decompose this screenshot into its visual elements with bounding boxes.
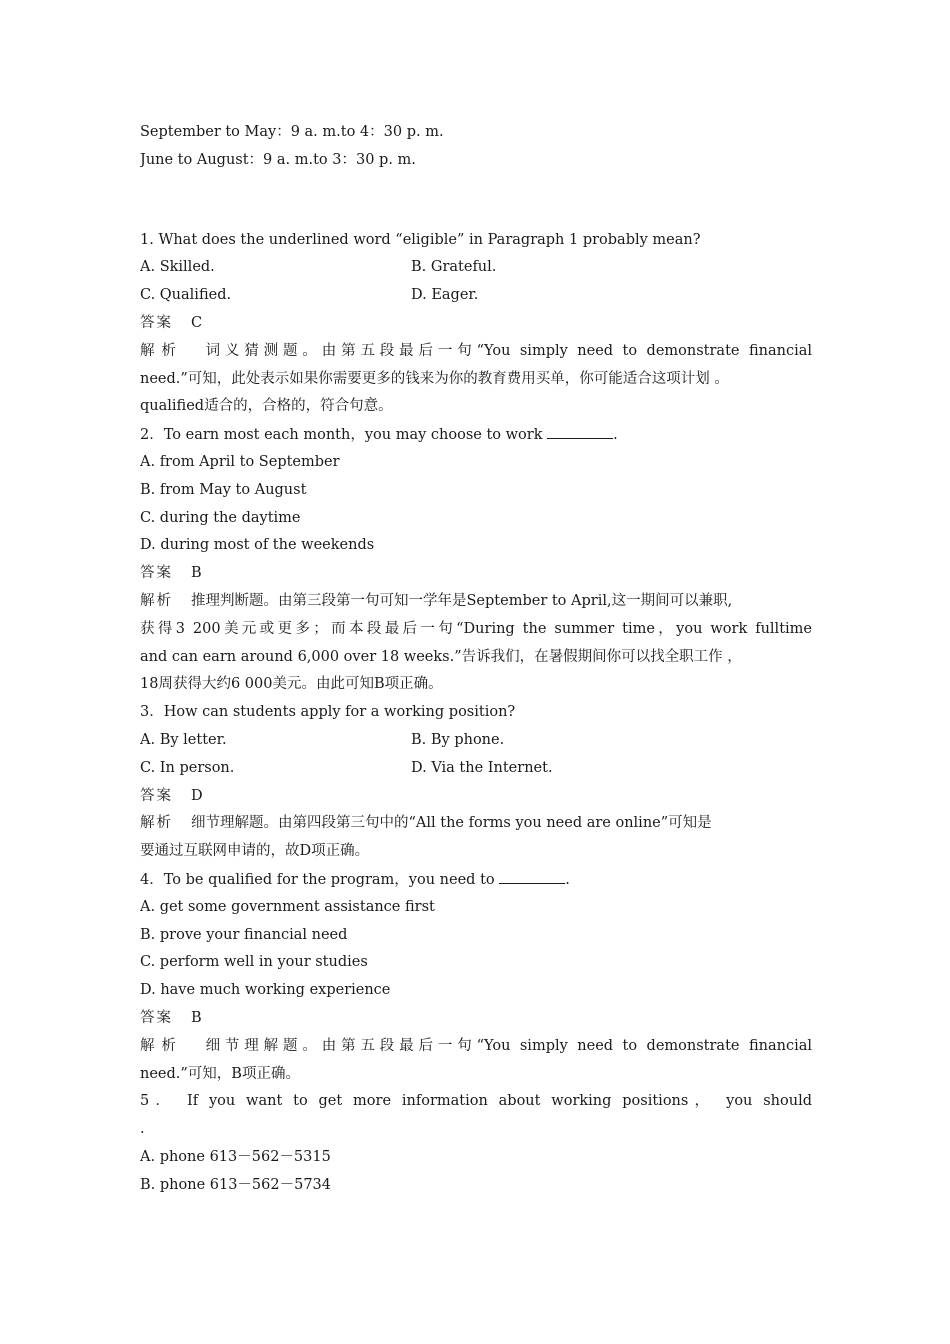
- analysis-line: [140, 588, 812, 616]
- analysis-text: 词义猜测题。由第五段最后一句“You simply need to demonstrate financial: [200, 342, 812, 359]
- answer-value: D: [191, 787, 203, 804]
- option: B. Grateful.: [411, 259, 497, 276]
- analysis-text: 推理判断题。由第三段第一句可知一学年是September to April,这一期间可以兼职,: [191, 592, 733, 609]
- question-text: 4．To be qualified for the program，you need to: [140, 871, 495, 888]
- option-row: [140, 282, 812, 310]
- answer-label: 答案: [140, 314, 173, 331]
- option: C. Qualified.: [140, 287, 232, 304]
- option-row: [140, 727, 812, 755]
- analysis-label: 解析: [140, 592, 173, 609]
- answer-label: 答案: [140, 1009, 173, 1026]
- question-stem: 3．How can students apply for a working position?: [140, 704, 516, 721]
- analysis-label: 解析: [140, 342, 183, 359]
- analysis-text: 细节理解题。由第四段第三句中的“All the forms you need are online”可知是: [191, 815, 712, 832]
- option: D. have much working experience: [140, 982, 391, 999]
- answer-value: C: [191, 314, 203, 331]
- analysis-line: 获得3 200美元或更多；而本段最后一句“During the summer time，you work fulltime: [140, 620, 812, 637]
- analysis-line: [140, 810, 812, 838]
- spacer: [140, 175, 812, 227]
- analysis-label: 解析: [140, 1037, 183, 1054]
- option: A. phone 613－562－5315: [140, 1148, 331, 1165]
- option: B. prove your financial need: [140, 926, 348, 943]
- option: A. get some government assistance first: [140, 898, 435, 915]
- analysis-line: need.”可知，B项正确。: [140, 1065, 300, 1082]
- question-stem: 4．To be qualified for the program，you need to .: [140, 866, 812, 894]
- question-stem: 1. What does the underlined word “eligible” in Paragraph 1 probably mean?: [140, 231, 701, 248]
- analysis-line: [140, 1033, 812, 1061]
- analysis-line: need.”可知，此处表示如果你需要更多的钱来为你的教育费用买单，你可能适合这项计划 。: [140, 370, 729, 387]
- analysis-text: 细节理解题。由第五段最后一句“You simply need to demonstrate financial: [200, 1037, 812, 1054]
- answer-blank: [499, 866, 565, 884]
- answer-value: B: [191, 1009, 202, 1026]
- option: A. Skilled.: [140, 259, 215, 276]
- analysis-line: 18周获得大约6 000美元。由此可知B项正确。: [140, 676, 443, 693]
- option: B. phone 613－562－5734: [140, 1176, 332, 1193]
- hours-line: September to May：9 a. m.to 4：30 p. m.: [140, 124, 444, 140]
- answer-line: [140, 1005, 812, 1033]
- answer-line: [140, 783, 812, 811]
- question-stem-end: .: [140, 1121, 145, 1138]
- answer-line: [140, 560, 812, 588]
- option: D. Eager.: [411, 287, 479, 304]
- option: D. during most of the weekends: [140, 537, 375, 554]
- option: C. perform well in your studies: [140, 954, 368, 971]
- analysis-line: [140, 338, 812, 366]
- document-page: [140, 119, 812, 1199]
- option-row: [140, 254, 812, 282]
- option: C. during the daytime: [140, 509, 301, 526]
- analysis-line: and can earn around 6,000 over 18 weeks.”告诉我们，在暑假期间你可以找全职工作 ，: [140, 648, 742, 665]
- answer-line: [140, 310, 812, 338]
- analysis-label: 解析: [140, 815, 173, 832]
- question-text: 2．To earn most each month，you may choose to work: [140, 427, 543, 444]
- option: B. By phone.: [411, 731, 505, 748]
- option-row: [140, 755, 812, 783]
- hours-line: June to August：9 a. m.to 3：30 p. m.: [140, 151, 416, 168]
- answer-label: 答案: [140, 787, 173, 804]
- answer-value: B: [191, 565, 202, 582]
- answer-label: 答案: [140, 565, 173, 582]
- option: A. By letter.: [140, 731, 227, 748]
- question-stem: 5． If you want to get more information about working positions， you should: [140, 1093, 812, 1110]
- option: B. from May to August: [140, 481, 307, 498]
- analysis-line: qualified适合的，合格的，符合句意。: [140, 398, 393, 415]
- answer-blank: [547, 421, 613, 439]
- question-stem: 2．To earn most each month，you may choose to work .: [140, 421, 812, 449]
- option: D. Via the Internet.: [411, 759, 553, 776]
- analysis-line: 要通过互联网申请的，故D项正确。: [140, 843, 370, 860]
- option: A. from April to September: [140, 453, 340, 470]
- option: C. In person.: [140, 759, 235, 776]
